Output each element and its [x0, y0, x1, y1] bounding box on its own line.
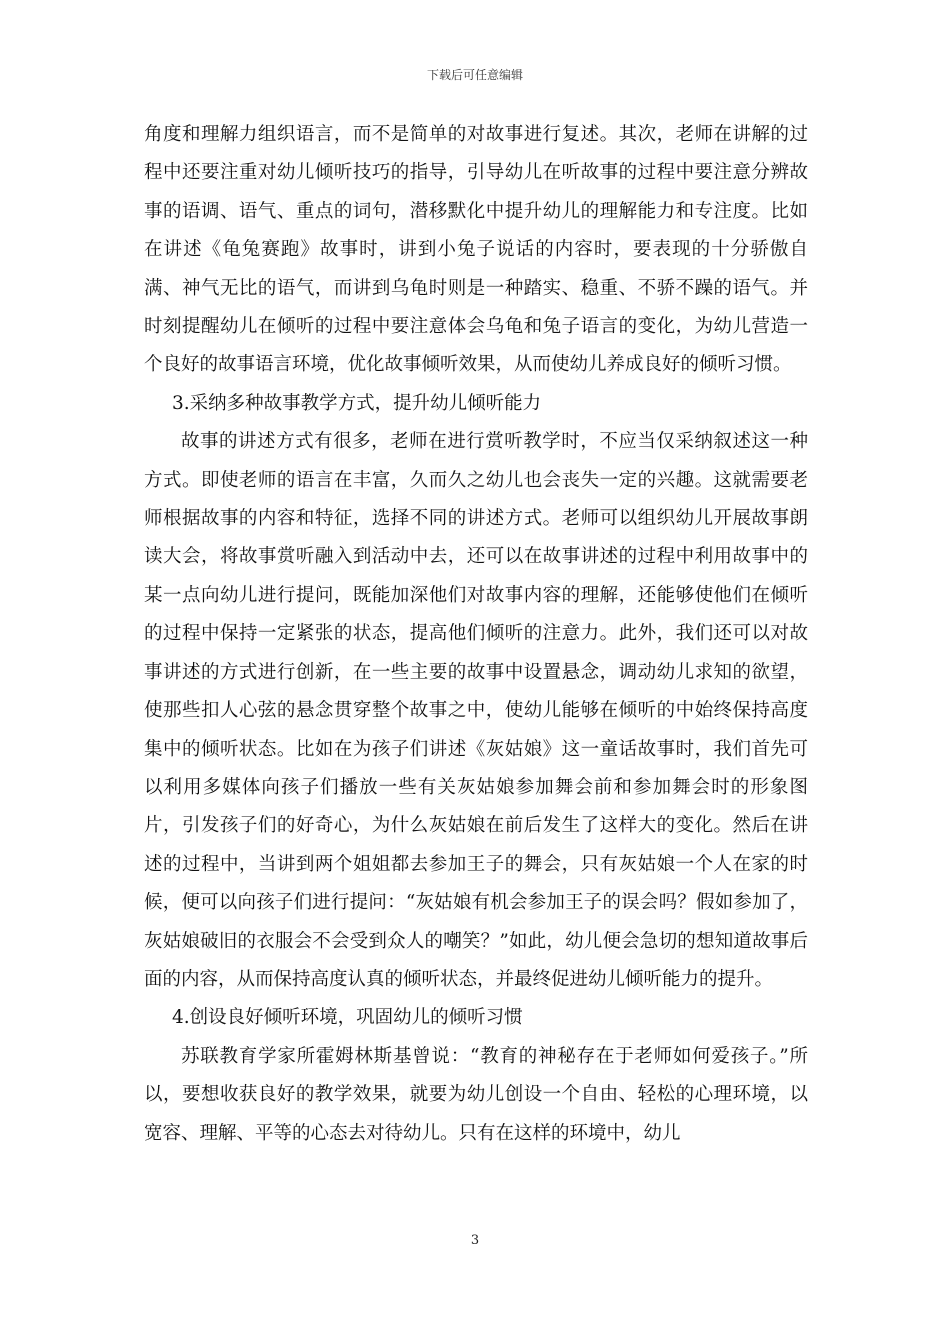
page-header: 下载后可任意编辑 [426, 68, 523, 82]
paragraph-listening-environment: 苏联教育学家所霍姆林斯基曾说：“教育的神秘存在于老师如何爱孩子。”所以，要想收获良好的教学效果，就要为幼儿创设一个自由、轻松的心理环境，以宽容、理解、平等的心态去对待幼儿。只有在这样的环境中，幼儿 [144, 1045, 808, 1144]
page-number: 3 [470, 1233, 480, 1248]
section-heading-3: 3.采纳多种故事教学方式，提升幼儿倾听能力 [172, 392, 542, 414]
section-heading-4: 4.创设良好倾听环境，巩固幼儿的倾听习惯 [172, 1007, 523, 1029]
document-body [144, 116, 808, 1153]
paragraph-storytelling-methods: 故事的讲述方式有很多，老师在进行赏听教学时，不应当仅采纳叙述这一种方式。即使老师的语言在丰富，久而久之幼儿也会丧失一定的兴趣。这就需要老师根据故事的内容和特征，选择不同的讲述方式。老师可以组织幼儿开展故事朗读大会，将故事赏听融入到活动中去，还可以在故事讲述的过程中利用故事中的某一点向幼儿进行提问，既能加深他们对故事内容的理解，还能够使他们在倾听的过程中保持一定紧张的状态，提高他们倾听的注意力。此外，我们还可以对故事讲述的方式进行创新，在一些主要的故事中设置悬念，调动幼儿求知的欲望，使那些扣人心弦的悬念贯穿整个故事之中，使幼儿能够在倾听的中始终保持高度集中的倾听状态。比如在为孩子们讲述《灰姑娘》这一童话故事时，我们首先可以利用多媒体向孩子们播放一些有关灰姑娘参加舞会前和参加舞会时的形象图片，引发孩子们的好奇心，为什么灰姑娘在前后发生了这样大的变化。然后在讲述的过程中，当讲到两个姐姐都去参加王子的舞会，只有灰姑娘一个人在家的时候，便可以向孩子们进行提问：“灰姑娘有机会参加王子的误会吗？假如参加了，灰姑娘破旧的衣服会不会受到众人的嘲笑？”如此，幼儿便会急切的想知道故事后面的内容，从而保持高度认真的倾听状态，并最终促进幼儿倾听能力的提升。 [144, 431, 808, 990]
paragraph-continued: 角度和理解力组织语言，而不是简单的对故事进行复述。其次，老师在讲解的过程中还要注重对幼儿倾听技巧的指导，引导幼儿在听故事的过程中要注意分辨故事的语调、语气、重点的词句，潜移默化中提升幼儿的理解能力和专注度。比如在讲述《龟兔赛跑》故事时，讲到小兔子说话的内容时，要表现的十分骄傲自满、神气无比的语气，而讲到乌龟时则是一种踏实、稳重、不骄不躁的语气。并时刻提醒幼儿在倾听的过程中要注意体会乌龟和兔子语言的变化，为幼儿营造一个良好的故事语言环境，优化故事倾听效果，从而使幼儿养成良好的倾听习惯。 [144, 124, 808, 376]
